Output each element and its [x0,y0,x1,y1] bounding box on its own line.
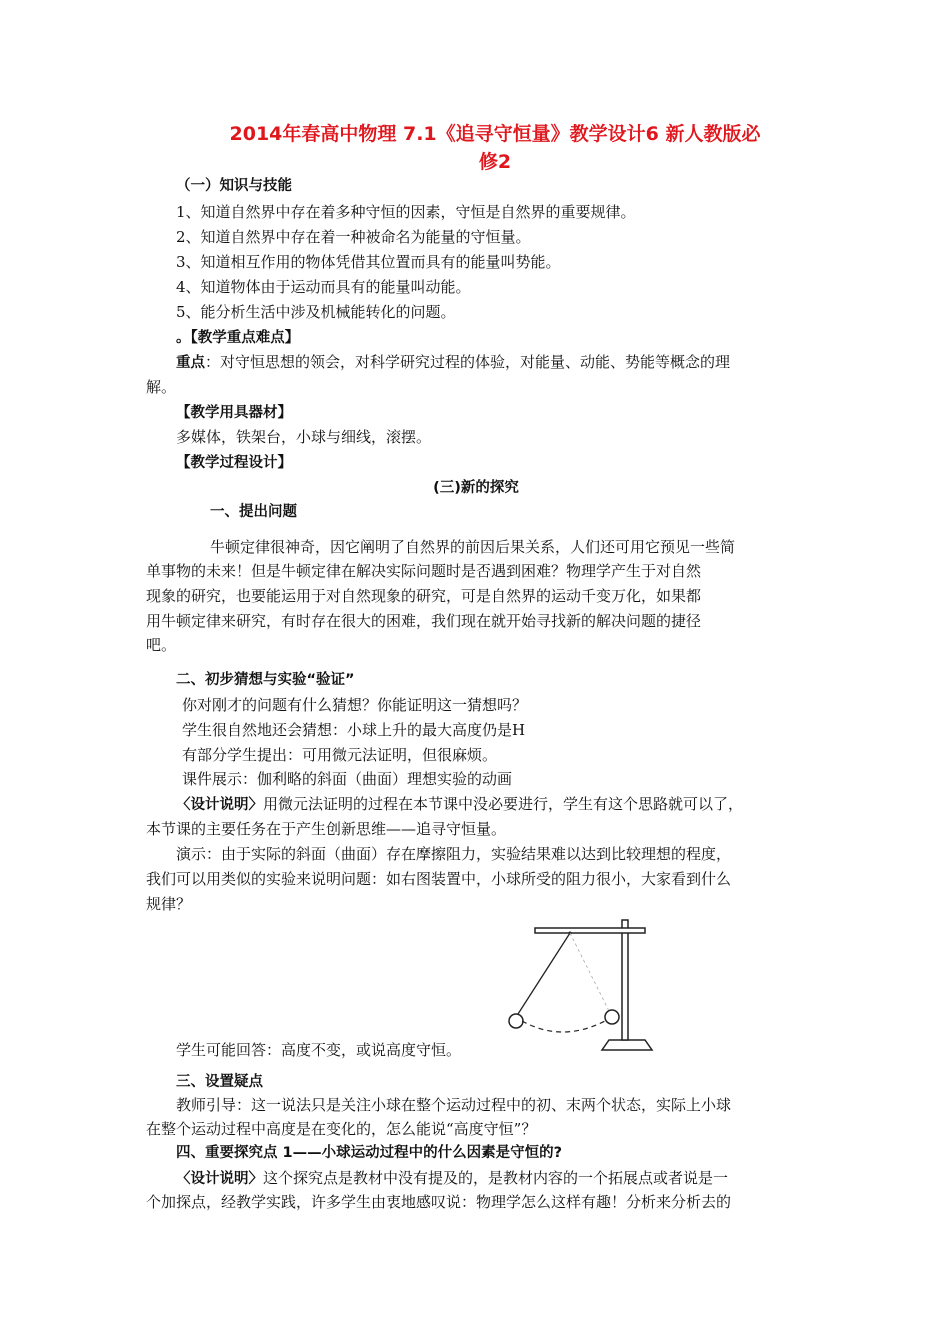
knowledge-item: 3、知道相互作用的物体凭借其位置而具有的能量叫势能。 [176,253,561,271]
section1-line: 单事物的未来！但是牛顿定律在解决实际问题时是否遇到困难？物理学产生于对自然 [146,562,702,580]
section2-note-line-1 [176,793,836,816]
title-line-2: 修2 [478,151,512,173]
knowledge-heading: （一）知识与技能 [176,178,292,194]
pendulum-ball-left [509,1014,523,1028]
section3-heading: 三、设置疑点 [176,1074,263,1090]
pendulum-string-dashed [570,933,610,1013]
process-subheading: (三)新的探究 [433,480,519,496]
demo-line: 规律？ [146,895,192,913]
student-answer: 学生可能回答：高度不变，或说高度守恒。 [176,1041,462,1059]
process-heading: 【教学过程设计】 [176,455,292,471]
section4-heading: 四、重要探究点 1——小球运动过程中的什么因素是守恒的? [176,1145,563,1161]
section2-heading: 二、初步猜想与实验“验证” [176,672,355,688]
stand-post [622,920,628,1040]
section2-line: 课件展示：伽利略的斜面（曲面）理想实验的动画 [182,770,513,788]
design-note-text: 用微元法证明的过程在本节课中没必要进行，学生有这个思路就可以了， [263,795,744,813]
key-points-heading: 。【教学重点难点】 [176,330,300,346]
knowledge-item: 1、知道自然界中存在着多种守恒的因素，守恒是自然界的重要规律。 [176,203,636,221]
section2-note-line-2: 本节课的主要任务在于产生创新思维——追寻守恒量。 [146,820,507,838]
key-points-label: 重点 [176,355,205,371]
knowledge-item: 4、知道物体由于运动而具有的能量叫动能。 [176,278,471,296]
key-points-text: ：对守恒思想的领会，对科学研究过程的体验，对能量、动能、势能等概念的理 [205,353,731,371]
pendulum-string [518,933,570,1014]
title-line-1: 2014年春高中物理 7.1《追寻守恒量》教学设计6 新人教版必 [229,123,761,145]
key-points-line-1 [176,351,836,374]
demo-line: 演示：由于实际的斜面（曲面）存在摩擦阻力，实验结果难以达到比较理想的程度， [176,845,732,863]
pendulum-ball-right [605,1010,619,1024]
document-title [175,120,815,176]
design-note-label: 〈设计说明〉 [176,797,263,813]
section2-line: 学生很自然地还会猜想：小球上升的最大高度仍是H [182,721,526,739]
key-points-line-2: 解。 [146,378,177,396]
equipment-text: 多媒体，铁架台，小球与细线，滚摆。 [176,428,432,446]
section4-note-line-2: 个加探点，经教学实践，许多学生由衷地感叹说：物理学怎么这样有趣！分析来分析去的 [146,1193,732,1211]
section1-line: 牛顿定律很神奇，因它阐明了自然界的前因后果关系，人们还可用它预见一些简 [210,538,736,556]
section1-heading: 一、提出问题 [210,504,297,520]
section4-note-line-1 [176,1167,836,1190]
knowledge-item: 2、知道自然界中存在着一种被命名为能量的守恒量。 [176,228,531,246]
section3-line: 教师引导：这一说法只是关注小球在整个运动过程中的初、末两个状态，实际上小球 [176,1096,732,1114]
section1-line: 用牛顿定律来研究，有时存在很大的困难，我们现在就开始寻找新的解决问题的捷径 [146,612,702,630]
section1-line: 吧。 [146,636,177,654]
section1-line: 现象的研究，也要能运用于对自然现象的研究，可是自然界的运动千变万化，如果都 [146,587,702,605]
swing-arc [522,1021,605,1032]
design-note-text: 这个探究点是教材中没有提及的，是教材内容的一个拓展点或者说是一 [263,1169,729,1187]
equipment-heading: 【教学用具器材】 [176,405,292,421]
section2-line: 你对刚才的问题有什么猜想？你能证明这一猜想吗？ [182,696,528,714]
section2-line: 有部分学生提出：可用微元法证明，但很麻烦。 [182,746,498,764]
knowledge-item: 5、能分析生活中涉及机械能转化的问题。 [176,303,456,321]
design-note-label: 〈设计说明〉 [176,1171,263,1187]
demo-line: 我们可以用类似的实验来说明问题：如右图装置中，小球所受的阻力很小，大家看到什么 [146,870,732,888]
section3-line: 在整个运动过程中高度是在变化的，怎么能说“高度守恒”？ [146,1120,537,1138]
stand-beam [535,928,645,933]
